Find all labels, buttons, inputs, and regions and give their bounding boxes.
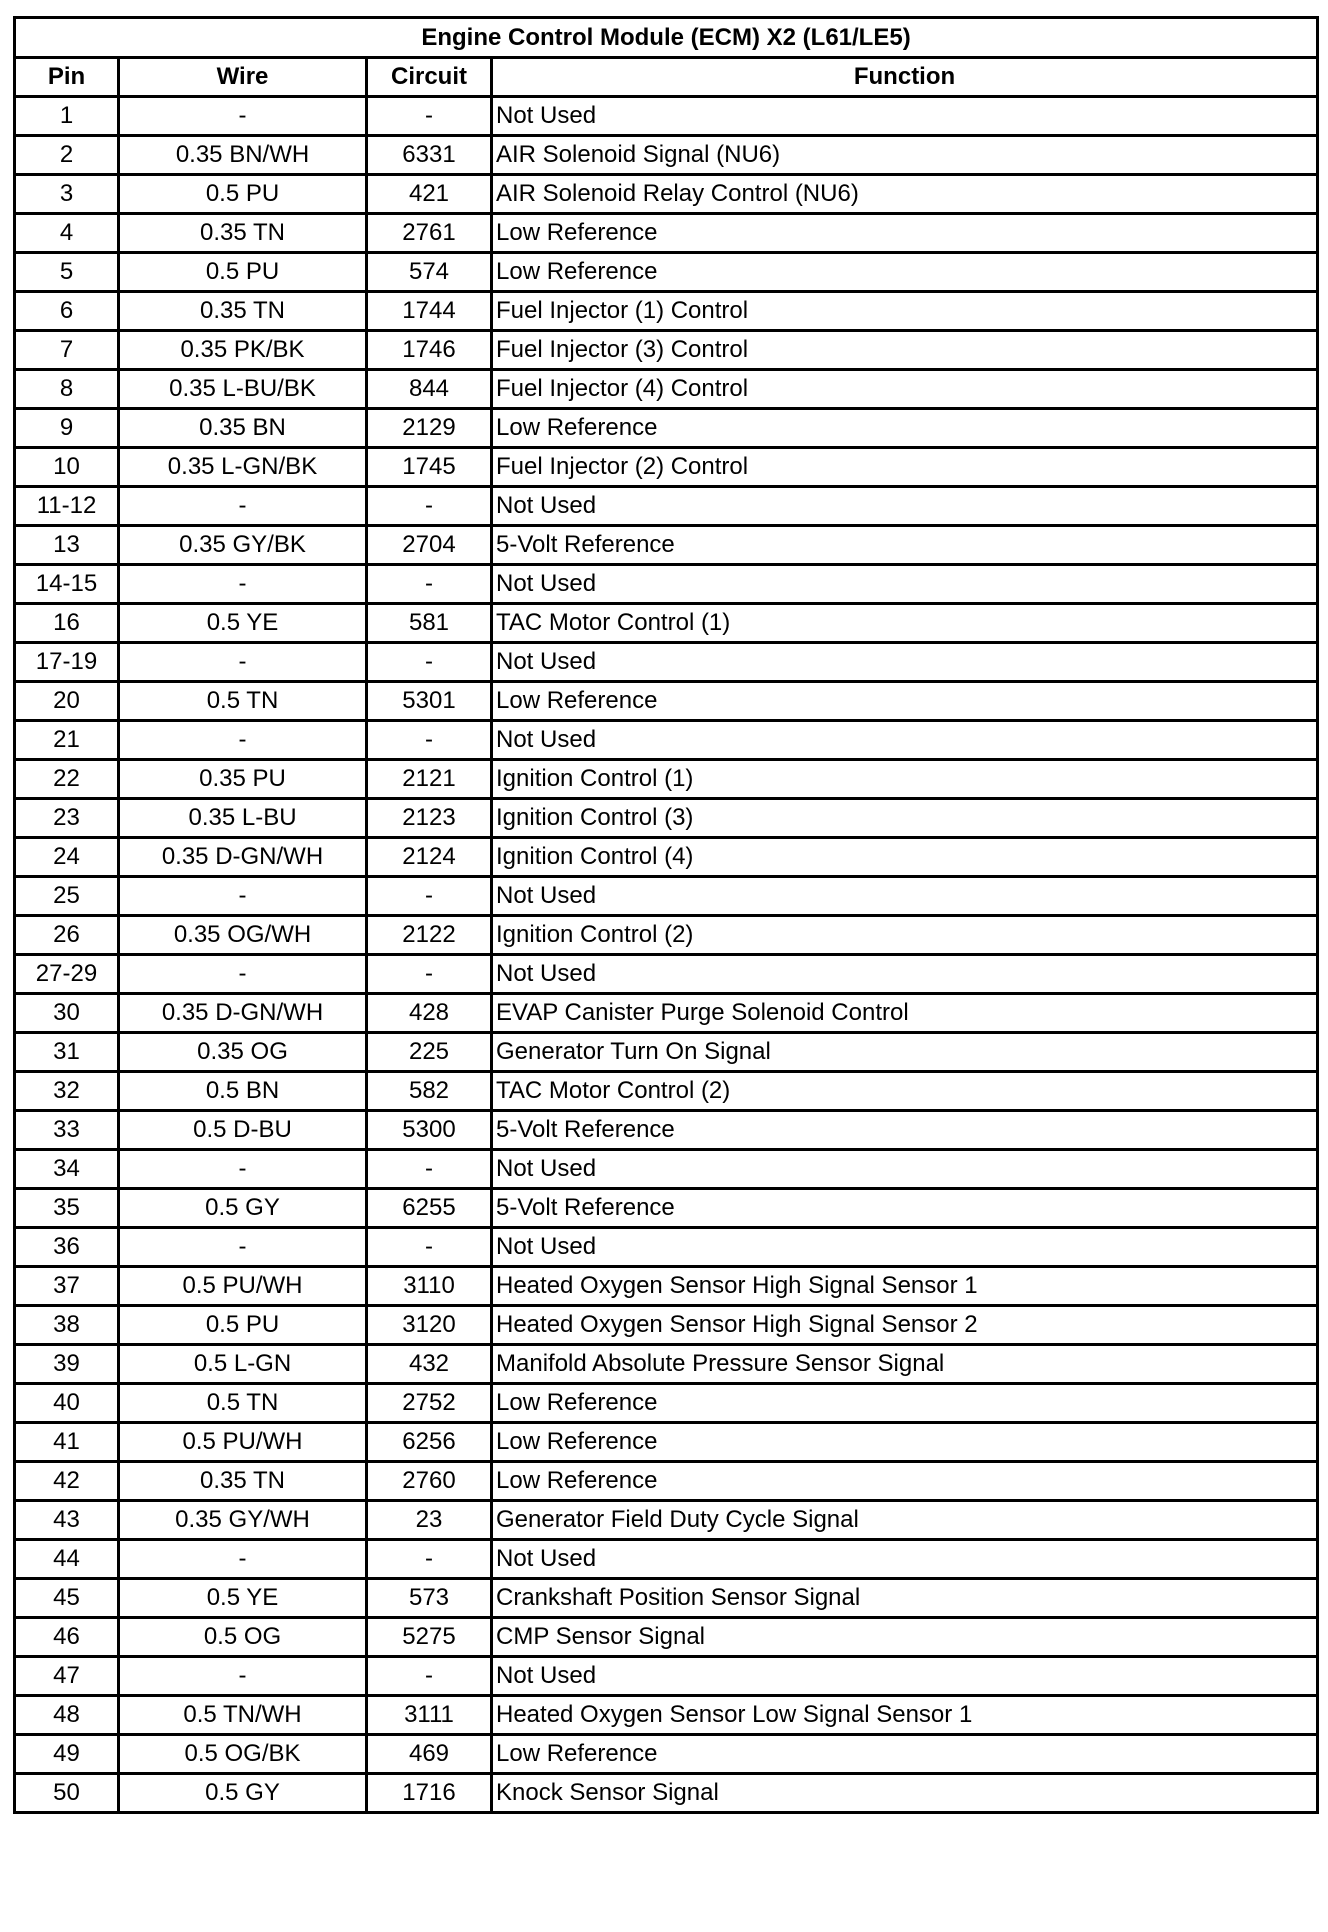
cell-circuit: 6255 (367, 1189, 492, 1228)
cell-wire: 0.35 TN (119, 292, 367, 331)
cell-function: AIR Solenoid Signal (NU6) (492, 136, 1318, 175)
cell-function: Not Used (492, 487, 1318, 526)
table-row (15, 1540, 1318, 1579)
cell-pin: 1 (15, 97, 119, 136)
cell-circuit: 2752 (367, 1384, 492, 1423)
table-row (15, 487, 1318, 526)
table-row (15, 1306, 1318, 1345)
table-row (15, 1618, 1318, 1657)
cell-circuit: 2124 (367, 838, 492, 877)
cell-function: Low Reference (492, 409, 1318, 448)
cell-wire: 0.5 OG/BK (119, 1735, 367, 1774)
cell-function: EVAP Canister Purge Solenoid Control (492, 994, 1318, 1033)
cell-function: Low Reference (492, 1735, 1318, 1774)
cell-function: Not Used (492, 1150, 1318, 1189)
cell-wire: 0.5 PU (119, 253, 367, 292)
cell-pin: 24 (15, 838, 119, 877)
cell-wire: 0.35 D-GN/WH (119, 994, 367, 1033)
cell-wire: 0.35 GY/BK (119, 526, 367, 565)
table-row (15, 1033, 1318, 1072)
table-row (15, 526, 1318, 565)
cell-circuit: - (367, 721, 492, 760)
table-row (15, 643, 1318, 682)
cell-wire: 0.5 GY (119, 1774, 367, 1813)
cell-wire: 0.5 L-GN (119, 1345, 367, 1384)
cell-function: Ignition Control (1) (492, 760, 1318, 799)
cell-function: Not Used (492, 643, 1318, 682)
cell-circuit: - (367, 1150, 492, 1189)
cell-function: Crankshaft Position Sensor Signal (492, 1579, 1318, 1618)
cell-function: Manifold Absolute Pressure Sensor Signal (492, 1345, 1318, 1384)
cell-pin: 41 (15, 1423, 119, 1462)
table-row (15, 175, 1318, 214)
cell-pin: 22 (15, 760, 119, 799)
cell-function: Heated Oxygen Sensor High Signal Sensor 2 (492, 1306, 1318, 1345)
cell-circuit: 2761 (367, 214, 492, 253)
cell-function: Low Reference (492, 214, 1318, 253)
table-row (15, 1150, 1318, 1189)
cell-function: Fuel Injector (1) Control (492, 292, 1318, 331)
cell-circuit: - (367, 955, 492, 994)
cell-wire: 0.35 GY/WH (119, 1501, 367, 1540)
table-row (15, 1462, 1318, 1501)
cell-function: Ignition Control (4) (492, 838, 1318, 877)
cell-circuit: 573 (367, 1579, 492, 1618)
cell-wire: - (119, 643, 367, 682)
table-header-row (15, 58, 1318, 97)
cell-pin: 5 (15, 253, 119, 292)
cell-circuit: 469 (367, 1735, 492, 1774)
cell-pin: 48 (15, 1696, 119, 1735)
cell-pin: 33 (15, 1111, 119, 1150)
cell-circuit: 3111 (367, 1696, 492, 1735)
table-row (15, 955, 1318, 994)
cell-pin: 50 (15, 1774, 119, 1813)
cell-wire: - (119, 1228, 367, 1267)
table-row (15, 682, 1318, 721)
cell-circuit: - (367, 97, 492, 136)
cell-function: Low Reference (492, 1423, 1318, 1462)
cell-pin: 36 (15, 1228, 119, 1267)
cell-wire: - (119, 721, 367, 760)
cell-pin: 10 (15, 448, 119, 487)
cell-wire: 0.35 OG/WH (119, 916, 367, 955)
cell-wire: 0.5 GY (119, 1189, 367, 1228)
cell-circuit: 5300 (367, 1111, 492, 1150)
cell-wire: 0.5 PU/WH (119, 1423, 367, 1462)
cell-pin: 20 (15, 682, 119, 721)
cell-circuit: 2129 (367, 409, 492, 448)
cell-wire: 0.5 PU/WH (119, 1267, 367, 1306)
cell-function: Ignition Control (3) (492, 799, 1318, 838)
cell-wire: - (119, 1150, 367, 1189)
cell-wire: - (119, 565, 367, 604)
table-row (15, 370, 1318, 409)
cell-circuit: 1745 (367, 448, 492, 487)
cell-circuit: - (367, 565, 492, 604)
cell-function: Not Used (492, 955, 1318, 994)
table-row (15, 1579, 1318, 1618)
cell-pin: 21 (15, 721, 119, 760)
table-row (15, 1345, 1318, 1384)
ecm-pinout-table (13, 16, 1319, 1814)
cell-circuit: - (367, 643, 492, 682)
cell-circuit: 5301 (367, 682, 492, 721)
cell-pin: 39 (15, 1345, 119, 1384)
cell-function: CMP Sensor Signal (492, 1618, 1318, 1657)
cell-wire: 0.5 PU (119, 1306, 367, 1345)
table-row (15, 1384, 1318, 1423)
table-row (15, 253, 1318, 292)
header-circuit: Circuit (367, 58, 492, 97)
cell-pin: 40 (15, 1384, 119, 1423)
cell-wire: 0.35 PK/BK (119, 331, 367, 370)
cell-circuit: 2123 (367, 799, 492, 838)
table-row (15, 565, 1318, 604)
cell-function: Low Reference (492, 253, 1318, 292)
cell-wire: 0.35 D-GN/WH (119, 838, 367, 877)
header-function: Function (492, 58, 1318, 97)
cell-circuit: 2121 (367, 760, 492, 799)
cell-function: Fuel Injector (4) Control (492, 370, 1318, 409)
cell-function: Heated Oxygen Sensor High Signal Sensor 1 (492, 1267, 1318, 1306)
cell-pin: 2 (15, 136, 119, 175)
table-row (15, 331, 1318, 370)
cell-wire: - (119, 1657, 367, 1696)
cell-pin: 16 (15, 604, 119, 643)
cell-function: Ignition Control (2) (492, 916, 1318, 955)
table-row (15, 1111, 1318, 1150)
cell-pin: 30 (15, 994, 119, 1033)
cell-wire: - (119, 97, 367, 136)
table-row (15, 409, 1318, 448)
table-row (15, 838, 1318, 877)
cell-pin: 3 (15, 175, 119, 214)
cell-circuit: - (367, 487, 492, 526)
cell-circuit: 6331 (367, 136, 492, 175)
cell-circuit: 6256 (367, 1423, 492, 1462)
cell-circuit: 5275 (367, 1618, 492, 1657)
cell-circuit: 582 (367, 1072, 492, 1111)
cell-circuit: 3110 (367, 1267, 492, 1306)
cell-circuit: - (367, 1657, 492, 1696)
cell-wire: 0.5 D-BU (119, 1111, 367, 1150)
cell-wire: 0.5 YE (119, 1579, 367, 1618)
table-row (15, 604, 1318, 643)
cell-pin: 17-19 (15, 643, 119, 682)
table-row (15, 136, 1318, 175)
cell-wire: 0.5 OG (119, 1618, 367, 1657)
table-row (15, 760, 1318, 799)
cell-pin: 7 (15, 331, 119, 370)
table-row (15, 1072, 1318, 1111)
cell-circuit: 2704 (367, 526, 492, 565)
cell-wire: 0.35 L-BU/BK (119, 370, 367, 409)
cell-circuit: 844 (367, 370, 492, 409)
cell-pin: 38 (15, 1306, 119, 1345)
cell-pin: 42 (15, 1462, 119, 1501)
cell-wire: 0.5 BN (119, 1072, 367, 1111)
cell-wire: 0.35 L-BU (119, 799, 367, 838)
cell-function: Low Reference (492, 682, 1318, 721)
cell-function: Knock Sensor Signal (492, 1774, 1318, 1813)
cell-pin: 32 (15, 1072, 119, 1111)
cell-pin: 44 (15, 1540, 119, 1579)
cell-circuit: 581 (367, 604, 492, 643)
table-body (15, 97, 1318, 1813)
cell-circuit: - (367, 1540, 492, 1579)
table-row (15, 994, 1318, 1033)
cell-circuit: 1744 (367, 292, 492, 331)
cell-pin: 35 (15, 1189, 119, 1228)
table-row (15, 1228, 1318, 1267)
cell-function: Not Used (492, 1657, 1318, 1696)
table-row (15, 916, 1318, 955)
cell-wire: 0.5 YE (119, 604, 367, 643)
cell-circuit: 2760 (367, 1462, 492, 1501)
cell-pin: 8 (15, 370, 119, 409)
cell-wire: 0.35 TN (119, 214, 367, 253)
cell-wire: 0.35 BN (119, 409, 367, 448)
table-row (15, 1696, 1318, 1735)
ecm-connector-table-container (13, 16, 1316, 1814)
cell-circuit: 428 (367, 994, 492, 1033)
cell-pin: 47 (15, 1657, 119, 1696)
cell-function: Not Used (492, 1228, 1318, 1267)
cell-wire: 0.35 L-GN/BK (119, 448, 367, 487)
cell-function: 5-Volt Reference (492, 1189, 1318, 1228)
header-pin: Pin (15, 58, 119, 97)
cell-function: Heated Oxygen Sensor Low Signal Sensor 1 (492, 1696, 1318, 1735)
cell-function: Not Used (492, 877, 1318, 916)
cell-circuit: 3120 (367, 1306, 492, 1345)
cell-pin: 14-15 (15, 565, 119, 604)
cell-pin: 25 (15, 877, 119, 916)
cell-function: TAC Motor Control (2) (492, 1072, 1318, 1111)
cell-pin: 34 (15, 1150, 119, 1189)
cell-pin: 23 (15, 799, 119, 838)
table-row (15, 448, 1318, 487)
cell-pin: 46 (15, 1618, 119, 1657)
table-row (15, 877, 1318, 916)
cell-function: Not Used (492, 97, 1318, 136)
cell-circuit: 2122 (367, 916, 492, 955)
table-title: Engine Control Module (ECM) X2 (L61/LE5) (15, 18, 1318, 58)
cell-circuit: 574 (367, 253, 492, 292)
cell-function: AIR Solenoid Relay Control (NU6) (492, 175, 1318, 214)
cell-circuit: 1746 (367, 331, 492, 370)
table-row (15, 97, 1318, 136)
cell-function: Generator Field Duty Cycle Signal (492, 1501, 1318, 1540)
cell-pin: 4 (15, 214, 119, 253)
table-row (15, 292, 1318, 331)
table-row (15, 1267, 1318, 1306)
table-row (15, 214, 1318, 253)
cell-pin: 27-29 (15, 955, 119, 994)
cell-function: Not Used (492, 721, 1318, 760)
table-row (15, 1735, 1318, 1774)
cell-wire: - (119, 955, 367, 994)
table-row (15, 1423, 1318, 1462)
cell-pin: 9 (15, 409, 119, 448)
cell-wire: 0.35 TN (119, 1462, 367, 1501)
cell-wire: - (119, 1540, 367, 1579)
table-row (15, 1774, 1318, 1813)
table-title-row (15, 18, 1318, 58)
cell-function: Not Used (492, 1540, 1318, 1579)
table-row (15, 1501, 1318, 1540)
cell-circuit: 225 (367, 1033, 492, 1072)
cell-pin: 43 (15, 1501, 119, 1540)
cell-function: Low Reference (492, 1462, 1318, 1501)
cell-function: Low Reference (492, 1384, 1318, 1423)
cell-circuit: - (367, 1228, 492, 1267)
cell-function: Generator Turn On Signal (492, 1033, 1318, 1072)
cell-function: TAC Motor Control (1) (492, 604, 1318, 643)
cell-pin: 13 (15, 526, 119, 565)
cell-wire: 0.35 PU (119, 760, 367, 799)
cell-function: 5-Volt Reference (492, 526, 1318, 565)
cell-function: Fuel Injector (3) Control (492, 331, 1318, 370)
header-wire: Wire (119, 58, 367, 97)
cell-pin: 45 (15, 1579, 119, 1618)
cell-function: Fuel Injector (2) Control (492, 448, 1318, 487)
cell-circuit: - (367, 877, 492, 916)
cell-function: Not Used (492, 565, 1318, 604)
cell-circuit: 1716 (367, 1774, 492, 1813)
cell-wire: 0.35 BN/WH (119, 136, 367, 175)
cell-pin: 37 (15, 1267, 119, 1306)
cell-circuit: 421 (367, 175, 492, 214)
cell-pin: 6 (15, 292, 119, 331)
cell-wire: 0.5 TN (119, 682, 367, 721)
cell-circuit: 23 (367, 1501, 492, 1540)
cell-wire: 0.5 PU (119, 175, 367, 214)
cell-pin: 11-12 (15, 487, 119, 526)
cell-wire: 0.35 OG (119, 1033, 367, 1072)
cell-function: 5-Volt Reference (492, 1111, 1318, 1150)
cell-wire: - (119, 487, 367, 526)
cell-wire: 0.5 TN (119, 1384, 367, 1423)
table-row (15, 1657, 1318, 1696)
cell-pin: 49 (15, 1735, 119, 1774)
cell-circuit: 432 (367, 1345, 492, 1384)
cell-pin: 26 (15, 916, 119, 955)
table-row (15, 799, 1318, 838)
cell-pin: 31 (15, 1033, 119, 1072)
table-row (15, 1189, 1318, 1228)
cell-wire: - (119, 877, 367, 916)
cell-wire: 0.5 TN/WH (119, 1696, 367, 1735)
table-row (15, 721, 1318, 760)
